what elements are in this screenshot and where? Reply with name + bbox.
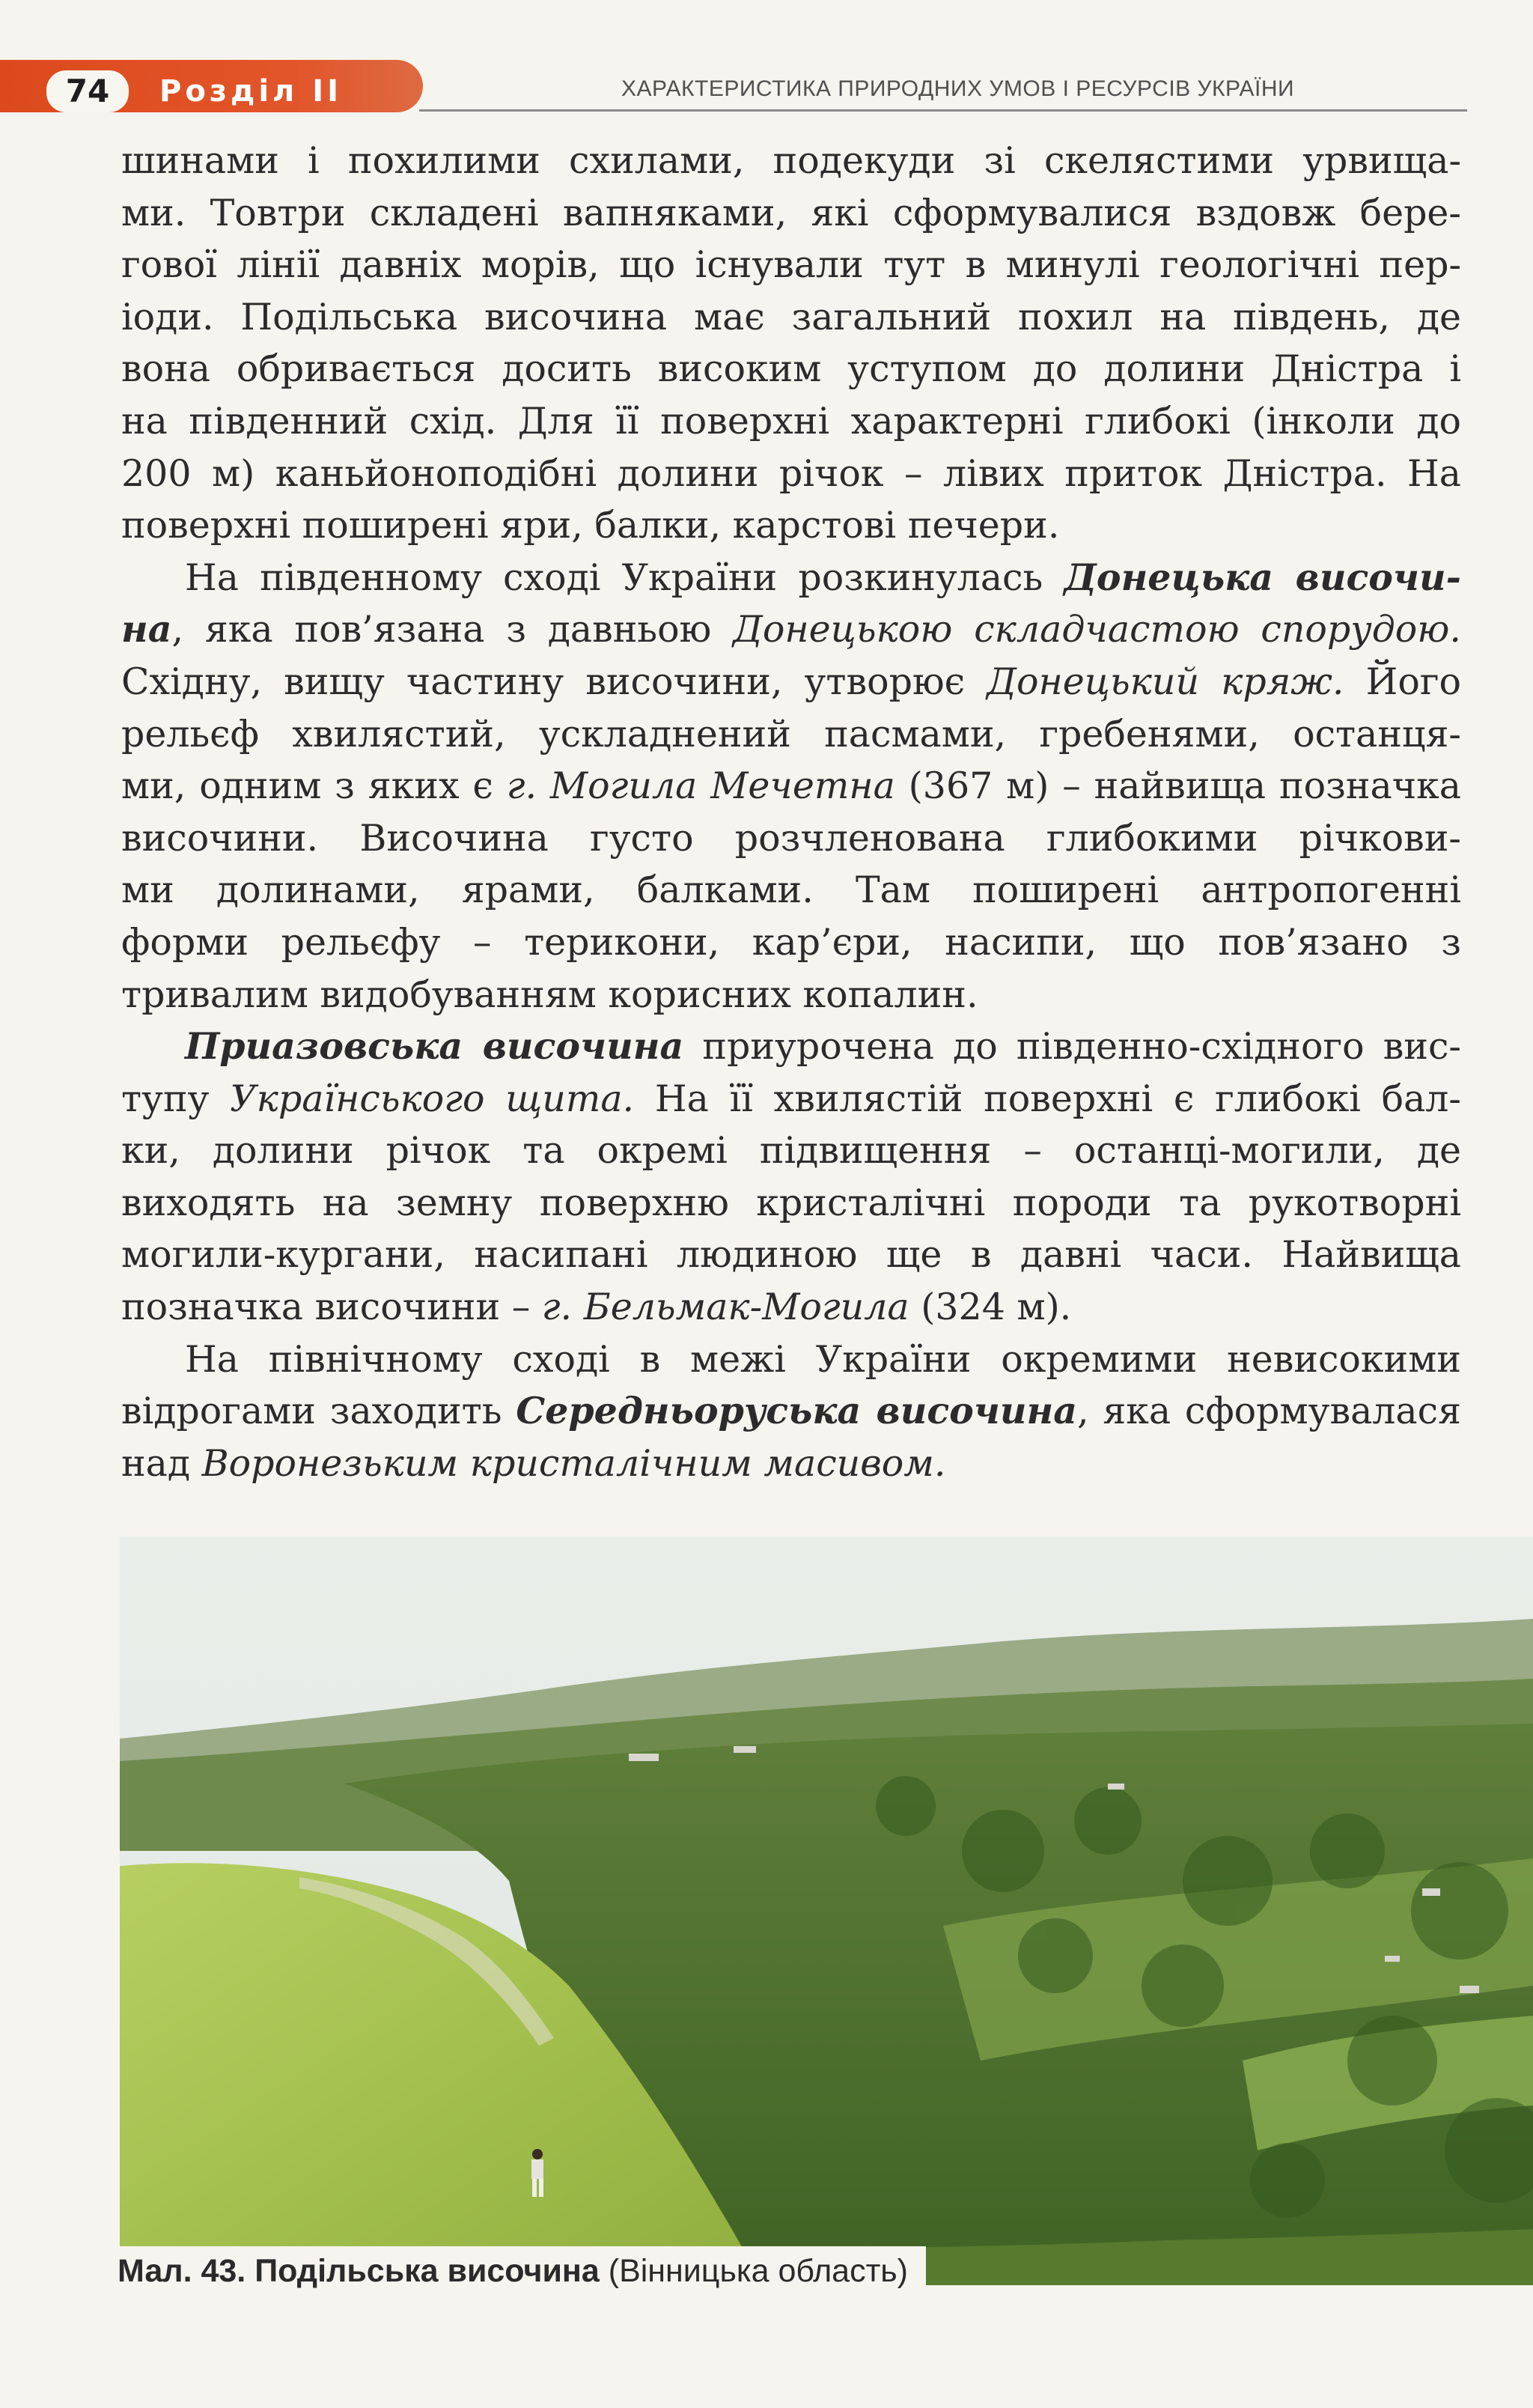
- text-line: височини. Височина густо розчленована глибокими річкови-: [121, 816, 1461, 860]
- paragraph-4-end: [121, 1438, 1461, 1490]
- text-run: (367 м) – найвища позначка: [894, 764, 1461, 808]
- term-donetsk-fold: Донецькою складчастою спорудою.: [733, 608, 1461, 651]
- text-line: шинами і похилими схилами, подекуди зі скелястими урвища-: [121, 139, 1461, 182]
- text-run: , яка сформувалася: [1076, 1390, 1461, 1433]
- running-head: ХАРАКТЕРИСТИКА ПРИРОДНИХ УМОВ І РЕСУРСІВ УКРАЇНИ: [621, 76, 1295, 101]
- text-run: Його: [1344, 660, 1462, 703]
- text-line: На північному сході в межі України окремими невисокими: [185, 1337, 1461, 1381]
- text-line: 200 м) каньйоноподібні долини річок – лівих приток Дністра. На: [121, 452, 1461, 495]
- text-line: ми долинами, ярами, балками. Там поширені антропогенні: [121, 869, 1461, 912]
- section-tab: [0, 60, 423, 112]
- term-azov-upland: Приазовська височина: [185, 1024, 684, 1068]
- section-label: Розділ ІІ: [159, 74, 343, 109]
- text-line: ми. Товтри складені вапняками, які сформувалися вздовж бере-: [121, 191, 1461, 234]
- page-header: [0, 46, 1533, 115]
- text-run: Східну, вищу частину височини, утворює: [121, 660, 987, 703]
- figure-caption: [116, 2246, 926, 2296]
- paragraph-4: [121, 1334, 1461, 1438]
- text-line: поверхні поширені яри, балки, карстові печери.: [121, 504, 1060, 547]
- text-run: відрогами заходить: [121, 1390, 516, 1433]
- text-line: вона обривається досить високим уступом до долини Дністра і: [121, 347, 1461, 391]
- term-voronezh-massif: Воронезьким кристалічним масивом.: [201, 1441, 946, 1485]
- term-belmak-mohyla: г. Бельмак-Могила: [541, 1286, 909, 1329]
- caption-label: Мал. 43. Подільська височина: [118, 2253, 600, 2289]
- page-number: 74: [46, 70, 129, 112]
- paragraph-1: [121, 135, 1461, 499]
- header-divider: [419, 109, 1467, 112]
- term-donetsk-upland-end: на: [121, 607, 172, 651]
- term-mohyla-mechetna: г. Могила Мечетна: [506, 764, 895, 808]
- text-line: іоди. Подільська височина має загальний похил на південь, де: [121, 295, 1461, 338]
- paragraph-3: [121, 1021, 1461, 1281]
- text-run: На південному сході України розкинулась: [185, 556, 1064, 599]
- text-run: , яка пов’язана з давньою: [171, 608, 734, 651]
- text-line: ки, долини річок та окремі підвищення – останці-могили, де: [121, 1129, 1461, 1173]
- caption-location: (Вінницька область): [599, 2253, 908, 2289]
- text-run: (324 м).: [909, 1286, 1072, 1329]
- text-line: форми рельєфу – терикони, кар’єри, насипи, що пов’язано з: [121, 920, 1461, 964]
- paragraph-2: [121, 552, 1461, 969]
- term-donetsk-ridge: Донецький кряж.: [987, 660, 1344, 703]
- text-line: на південний схід. Для її поверхні характерні глибокі (інколи до: [121, 399, 1461, 443]
- text-line: виходять на земну поверхню кристалічні породи та рукотворні: [121, 1181, 1461, 1224]
- landscape-photo: [120, 1536, 1533, 2285]
- text-run: ми, одним з яких є: [121, 764, 507, 808]
- text-line: тривалим видобуванням корисних копалин.: [121, 973, 978, 1016]
- paragraph-2-end: [121, 969, 1461, 1021]
- term-ukrainian-shield: Українського щита.: [230, 1077, 635, 1120]
- text-run: На її хвилястій поверхні є глибокі бал-: [634, 1077, 1461, 1120]
- text-line: гової лінії давніх морів, що існували тут в минулі геологічні пер-: [121, 243, 1461, 287]
- body-text: [121, 135, 1461, 1489]
- paragraph-3-end: [121, 1281, 1461, 1334]
- text-run: над: [121, 1441, 202, 1485]
- paragraph-1-end: [121, 499, 1461, 552]
- term-donetsk-upland: Донецька височи-: [1064, 555, 1461, 599]
- text-run: приурочена до південно-східного вис-: [683, 1025, 1461, 1068]
- text-line: могили-кургани, насипані людиною ще в давні часи. Найвища: [121, 1233, 1461, 1277]
- term-central-russian-upland: Середньоруська височина: [516, 1389, 1077, 1433]
- text-run: позначка височини –: [121, 1286, 542, 1329]
- text-run: тупу: [121, 1077, 231, 1120]
- text-line: рельєф хвилястий, ускладнений пасмами, гребенями, останця-: [121, 712, 1461, 755]
- podillia-upland-photo: [120, 1536, 1533, 2285]
